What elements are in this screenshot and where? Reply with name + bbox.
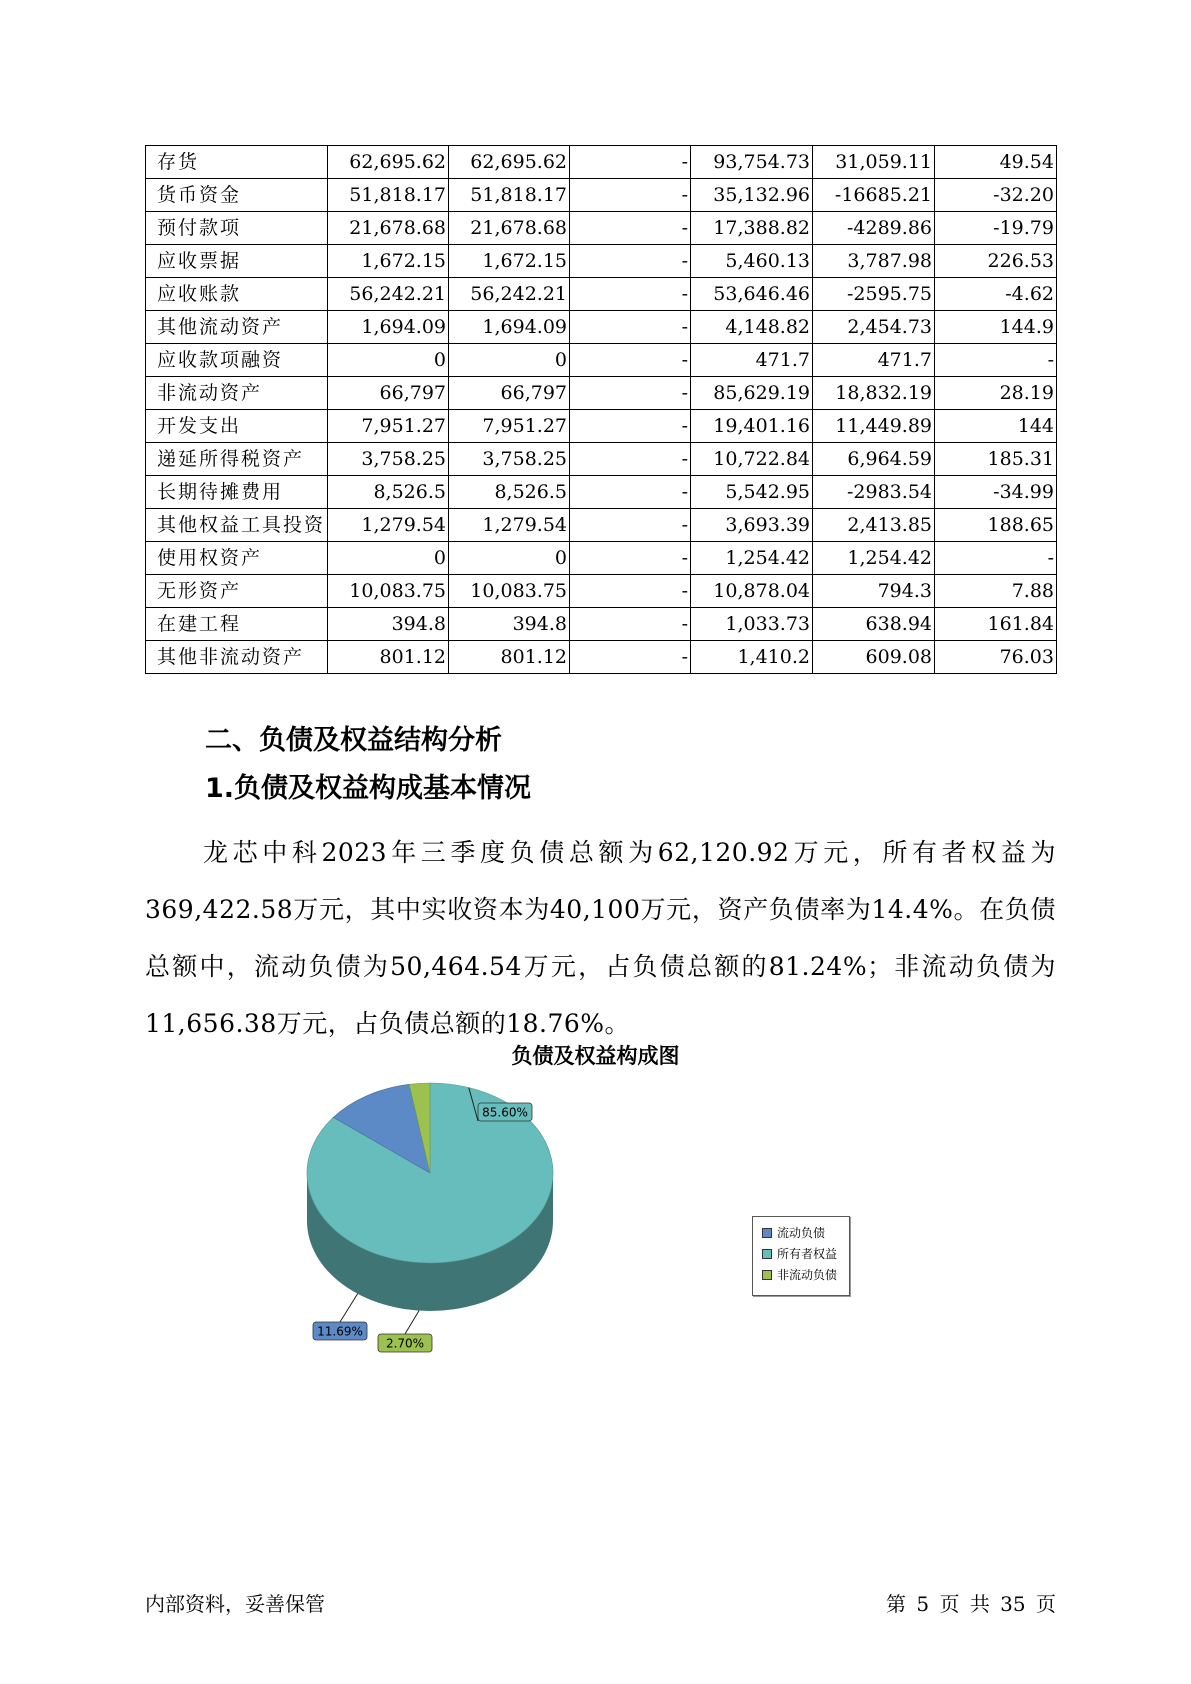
legend-entry xyxy=(753,1265,849,1286)
table-cell: 1,279.54 xyxy=(328,509,449,542)
table-cell: - xyxy=(570,509,691,542)
table-cell: -34.99 xyxy=(935,476,1057,509)
table-cell: -16685.21 xyxy=(813,179,935,212)
table-cell: 21,678.68 xyxy=(328,212,449,245)
table-cell: -19.79 xyxy=(935,212,1057,245)
table-cell: 144 xyxy=(935,410,1057,443)
table-cell: - xyxy=(570,344,691,377)
table-cell: 0 xyxy=(449,344,570,377)
table-cell: - xyxy=(935,344,1057,377)
table-cell: 1,033.73 xyxy=(691,608,813,641)
row-label: 其他非流动资产 xyxy=(146,641,328,674)
table-cell: 188.65 xyxy=(935,509,1057,542)
table-cell: -2983.54 xyxy=(813,476,935,509)
table-cell: 19,401.16 xyxy=(691,410,813,443)
table-cell: 394.8 xyxy=(328,608,449,641)
table-cell: 7,951.27 xyxy=(328,410,449,443)
row-label: 应收账款 xyxy=(146,278,328,311)
row-label: 存货 xyxy=(146,146,328,179)
row-label: 使用权资产 xyxy=(146,542,328,575)
table-cell: - xyxy=(570,608,691,641)
table-cell: 10,722.84 xyxy=(691,443,813,476)
table-cell: 35,132.96 xyxy=(691,179,813,212)
table-cell: 226.53 xyxy=(935,245,1057,278)
table-cell: 51,818.17 xyxy=(449,179,570,212)
row-label: 其他流动资产 xyxy=(146,311,328,344)
table-cell: 4,148.82 xyxy=(691,311,813,344)
slice-label: 85.60% xyxy=(482,1105,528,1120)
table-cell: 8,526.5 xyxy=(449,476,570,509)
table-cell: 93,754.73 xyxy=(691,146,813,179)
table-cell: - xyxy=(570,146,691,179)
table-cell: - xyxy=(935,542,1057,575)
table-cell: - xyxy=(570,410,691,443)
table-cell: - xyxy=(570,311,691,344)
row-label: 无形资产 xyxy=(146,575,328,608)
table-cell: 2,454.73 xyxy=(813,311,935,344)
table-cell: 62,695.62 xyxy=(449,146,570,179)
table-cell: 18,832.19 xyxy=(813,377,935,410)
table-cell: 638.94 xyxy=(813,608,935,641)
page-number: 第 5 页 共 35 页 xyxy=(886,1592,1056,1616)
table-cell: 7,951.27 xyxy=(449,410,570,443)
table-cell: - xyxy=(570,245,691,278)
table-cell: 1,672.15 xyxy=(449,245,570,278)
row-label: 预付款项 xyxy=(146,212,328,245)
table-cell: -4289.86 xyxy=(813,212,935,245)
table-cell: 394.8 xyxy=(449,608,570,641)
table-cell: 3,693.39 xyxy=(691,509,813,542)
legend-label: 流动负债 xyxy=(777,1226,826,1240)
legend-label: 非流动负债 xyxy=(777,1268,838,1282)
table-cell: - xyxy=(570,641,691,674)
table-cell: 161.84 xyxy=(935,608,1057,641)
table-cell: 1,694.09 xyxy=(449,311,570,344)
table-cell: 21,678.68 xyxy=(449,212,570,245)
table-cell: 5,542.95 xyxy=(691,476,813,509)
table-cell: - xyxy=(570,278,691,311)
legend-entry xyxy=(753,1244,849,1265)
table-cell: -4.62 xyxy=(935,278,1057,311)
table-cell: - xyxy=(570,542,691,575)
slice-label: 2.70% xyxy=(385,1336,425,1351)
table-cell: 62,695.62 xyxy=(328,146,449,179)
table-cell: 609.08 xyxy=(813,641,935,674)
table-cell: 801.12 xyxy=(328,641,449,674)
table-cell: 10,083.75 xyxy=(328,575,449,608)
table-cell: 10,878.04 xyxy=(691,575,813,608)
table-cell: 1,279.54 xyxy=(449,509,570,542)
table-cell: 185.31 xyxy=(935,443,1057,476)
table-cell: 8,526.5 xyxy=(328,476,449,509)
table-cell: 66,797 xyxy=(328,377,449,410)
row-label: 货币资金 xyxy=(146,179,328,212)
table-cell: 801.12 xyxy=(449,641,570,674)
table-cell: 28.19 xyxy=(935,377,1057,410)
table-cell: - xyxy=(570,575,691,608)
table-cell: -2595.75 xyxy=(813,278,935,311)
legend-swatch xyxy=(762,1228,772,1238)
row-label: 开发支出 xyxy=(146,410,328,443)
table-cell: 471.7 xyxy=(813,344,935,377)
legend-swatch xyxy=(762,1270,772,1280)
table-cell: 85,629.19 xyxy=(691,377,813,410)
table-cell: 49.54 xyxy=(935,146,1057,179)
table-cell: 3,787.98 xyxy=(813,245,935,278)
row-label: 其他权益工具投资 xyxy=(146,509,328,542)
table-cell: 0 xyxy=(449,542,570,575)
table-cell: 66,797 xyxy=(449,377,570,410)
table-cell: - xyxy=(570,443,691,476)
row-label: 应收款项融资 xyxy=(146,344,328,377)
footer-left: 内部资料，妥善保管 xyxy=(145,1592,325,1616)
table-cell: 144.9 xyxy=(935,311,1057,344)
section-heading: 二、负债及权益结构分析 xyxy=(205,725,502,756)
table-cell: 6,964.59 xyxy=(813,443,935,476)
table-cell: 0 xyxy=(328,542,449,575)
table-cell: 17,388.82 xyxy=(691,212,813,245)
table-cell: - xyxy=(570,179,691,212)
table-cell: 56,242.21 xyxy=(449,278,570,311)
table-cell: 5,460.13 xyxy=(691,245,813,278)
chart-legend xyxy=(752,1216,850,1296)
table-cell: 1,694.09 xyxy=(328,311,449,344)
table-cell: 53,646.46 xyxy=(691,278,813,311)
table-cell: 10,083.75 xyxy=(449,575,570,608)
body-paragraph: 龙芯中科2023年三季度负债总额为62,120.92万元，所有者权益为369,422.58万元，其中实收资本为40,100万元，资产负债率为14.4%。在负债总额中，流动负债为50,464.54万元，占负债总额的81.24%；非流动负债为11,656.38万元，占负债总额的18.76%。 xyxy=(145,838,1056,1038)
table-cell: 1,254.42 xyxy=(813,542,935,575)
chart-title: 负债及权益构成图 xyxy=(511,1044,680,1068)
table-cell: 0 xyxy=(328,344,449,377)
row-label: 非流动资产 xyxy=(146,377,328,410)
row-label: 应收票据 xyxy=(146,245,328,278)
table-cell: -32.20 xyxy=(935,179,1057,212)
table-cell: - xyxy=(570,212,691,245)
table-cell: 76.03 xyxy=(935,641,1057,674)
table-cell: 794.3 xyxy=(813,575,935,608)
table-cell: 11,449.89 xyxy=(813,410,935,443)
row-label: 长期待摊费用 xyxy=(146,476,328,509)
slice-label: 11.69% xyxy=(317,1324,363,1339)
table-cell: 1,410.2 xyxy=(691,641,813,674)
table-cell: - xyxy=(570,377,691,410)
table-cell: 471.7 xyxy=(691,344,813,377)
row-label: 递延所得税资产 xyxy=(146,443,328,476)
legend-swatch xyxy=(762,1249,772,1259)
table-cell: 2,413.85 xyxy=(813,509,935,542)
table-cell: 3,758.25 xyxy=(449,443,570,476)
table-cell: 3,758.25 xyxy=(328,443,449,476)
table-cell: 1,254.42 xyxy=(691,542,813,575)
table-cell: 51,818.17 xyxy=(328,179,449,212)
table-cell: 56,242.21 xyxy=(328,278,449,311)
legend-entry xyxy=(753,1223,849,1244)
table-cell: 7.88 xyxy=(935,575,1057,608)
table-cell: 31,059.11 xyxy=(813,146,935,179)
table-cell: - xyxy=(570,476,691,509)
section-subheading: 1.负债及权益构成基本情况 xyxy=(205,773,532,804)
row-label: 在建工程 xyxy=(146,608,328,641)
table-cell: 1,672.15 xyxy=(328,245,449,278)
legend-label: 所有者权益 xyxy=(777,1247,838,1261)
